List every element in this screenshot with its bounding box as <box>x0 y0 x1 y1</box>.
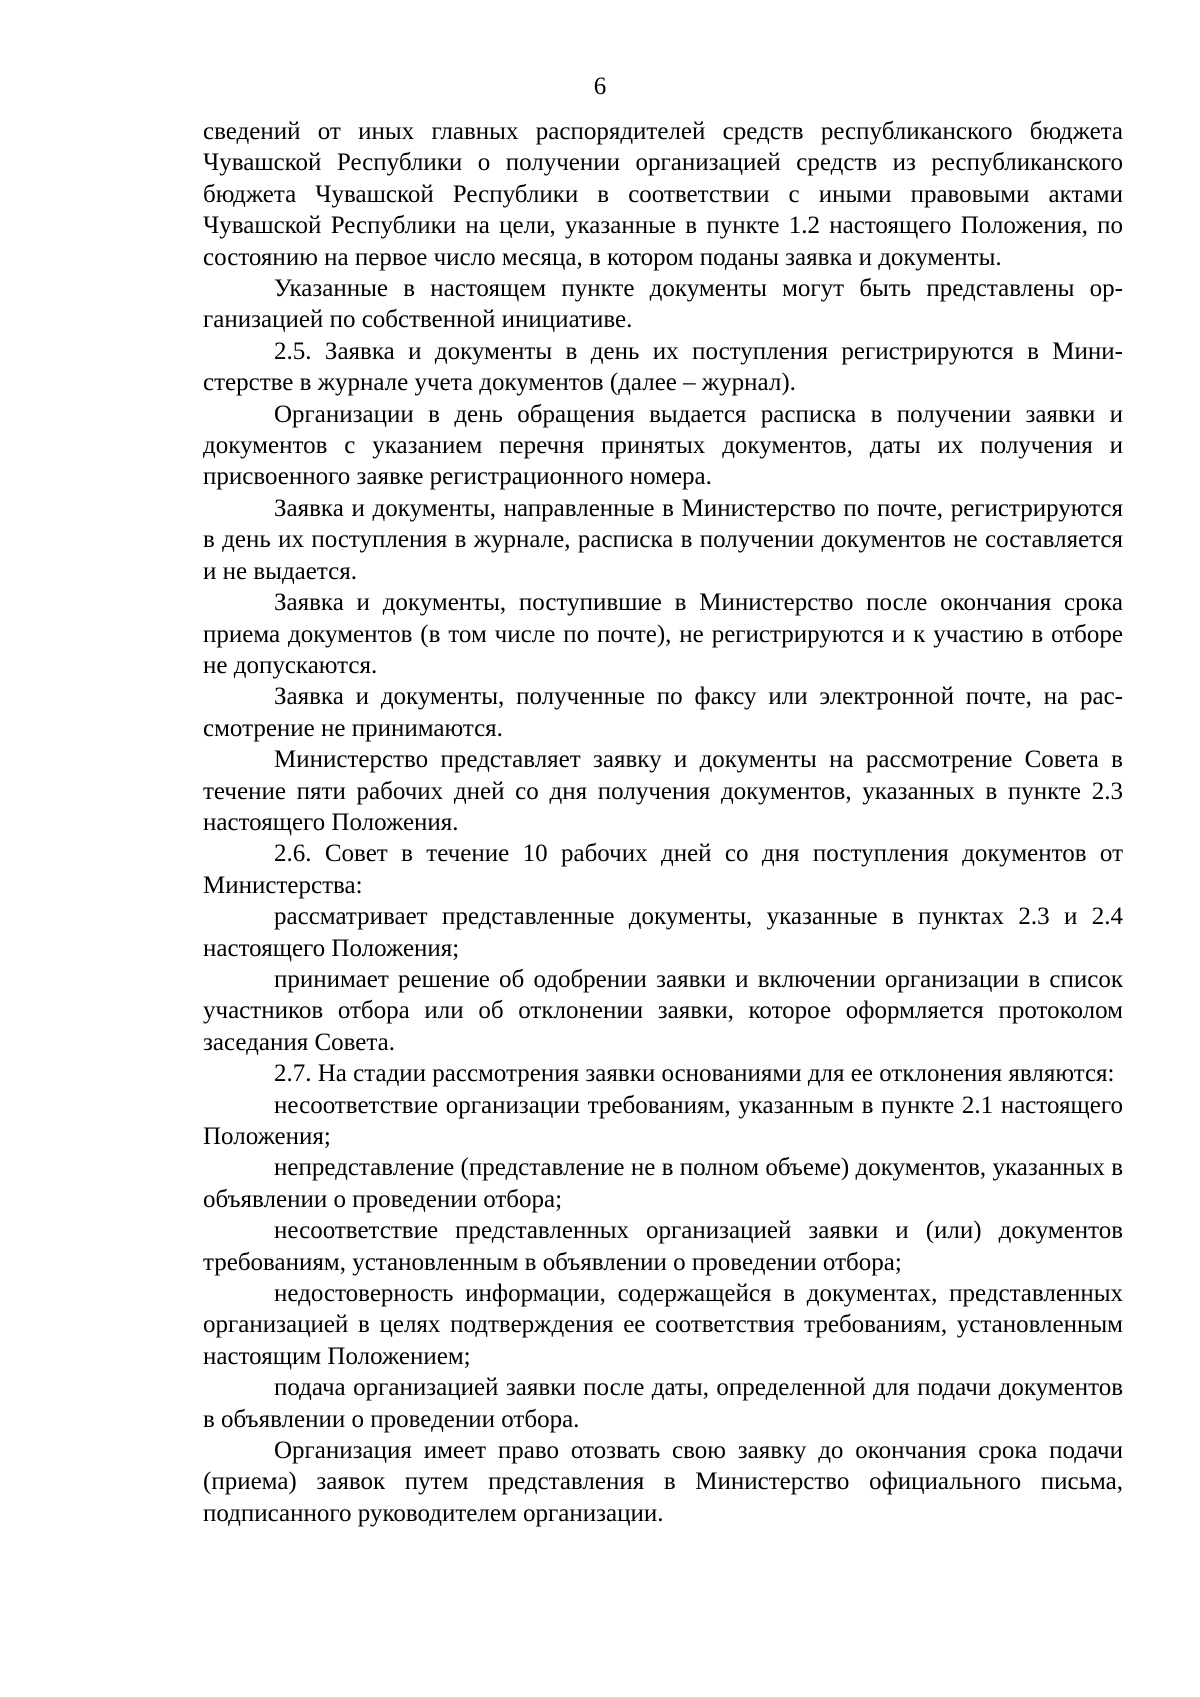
paragraph: Организация имеет право отозвать свою заявку до окончания срока подачи (приема) заявок путем представления в Министерство официального письма, подписанного руководителем организации. <box>203 1437 1123 1527</box>
paragraph: недостоверность информации, содержащейся в документах, представленных организацией в целях подтверждения ее соответствия требованиям, установленным настоящим Положением; <box>203 1280 1123 1370</box>
paragraph-continuation: сведений от иных главных распорядителей средств республиканского бюджета Чувашской Республики о получении организацией средств из республиканского бюджета Чувашской Республики в соответствии с иными правовыми актами Чувашской Республики на цели, указанные в пункте 1.2 настоящего Положения, по состоянию на первое число месяца, в котором поданы заявка и документы. <box>203 118 1123 271</box>
paragraph: непредставление (представление не в полном объеме) документов, указанных в объявлении о проведении отбора; <box>203 1154 1123 1213</box>
paragraph: Заявка и документы, поступившие в Министерство после окончания срока приема документов (в том числе по почте), не регистрируются и к участию в отборе не допускаются. <box>203 589 1123 679</box>
paragraph: Указанные в настоящем пункте документы могут быть представлены организацией по собственной инициативе. <box>203 275 1123 334</box>
paragraph-clause-2-5: 2.5. Заявка и документы в день их поступления регистрируются в Министерстве в журнале учета документов (далее – журнал). <box>203 337 1123 397</box>
paragraph: Организации в день обращения выдается расписка в получении заявки и документов с указанием перечня принятых документов, даты их получения и присвоенного заявке регистрационного номера. <box>203 400 1123 491</box>
page-number: 6 <box>593 73 607 100</box>
paragraph-clause-2-7: 2.7. На стадии рассмотрения заявки основаниями для ее отклонения являются: <box>274 1060 1115 1088</box>
paragraph: рассматривает представленные документы, указанные в пунктах 2.3 и 2.4 настоящего Положения; <box>203 903 1123 962</box>
paragraph: подача организацией заявки после даты, определенной для подачи документов в объявлении о проведении отбора. <box>203 1374 1123 1433</box>
paragraph: несоответствие представленных организацией заявки и (или) документов требованиям, установленным в объявлении о проведении отбора; <box>203 1217 1123 1276</box>
paragraph-clause-2-6: 2.6. Совет в течение 10 рабочих дней со дня поступления документов от Министерства: <box>203 840 1123 899</box>
paragraph: несоответствие организации требованиям, указанным в пункте 2.1 настоящего Положения; <box>203 1091 1123 1150</box>
paragraph: Заявка и документы, направленные в Министерство по почте, регистрируются в день их поступления в журнале, расписка в получении документов не составляется и не выдается. <box>203 494 1123 585</box>
document-body <box>203 116 1123 1529</box>
paragraph: Министерство представляет заявку и документы на рассмотрение Совета в течение пяти рабочих дней со дня получения документов, указанных в пункте 2.3 настоящего Положения. <box>203 746 1123 836</box>
paragraph: принимает решение об одобрении заявки и включении организации в список участников отбора или об отклонении заявки, которое оформляется протоколом заседания Совета. <box>203 965 1123 1056</box>
paragraph: Заявка и документы, полученные по факсу или электронной почте, на рассмотрение не принимаются. <box>203 683 1123 742</box>
